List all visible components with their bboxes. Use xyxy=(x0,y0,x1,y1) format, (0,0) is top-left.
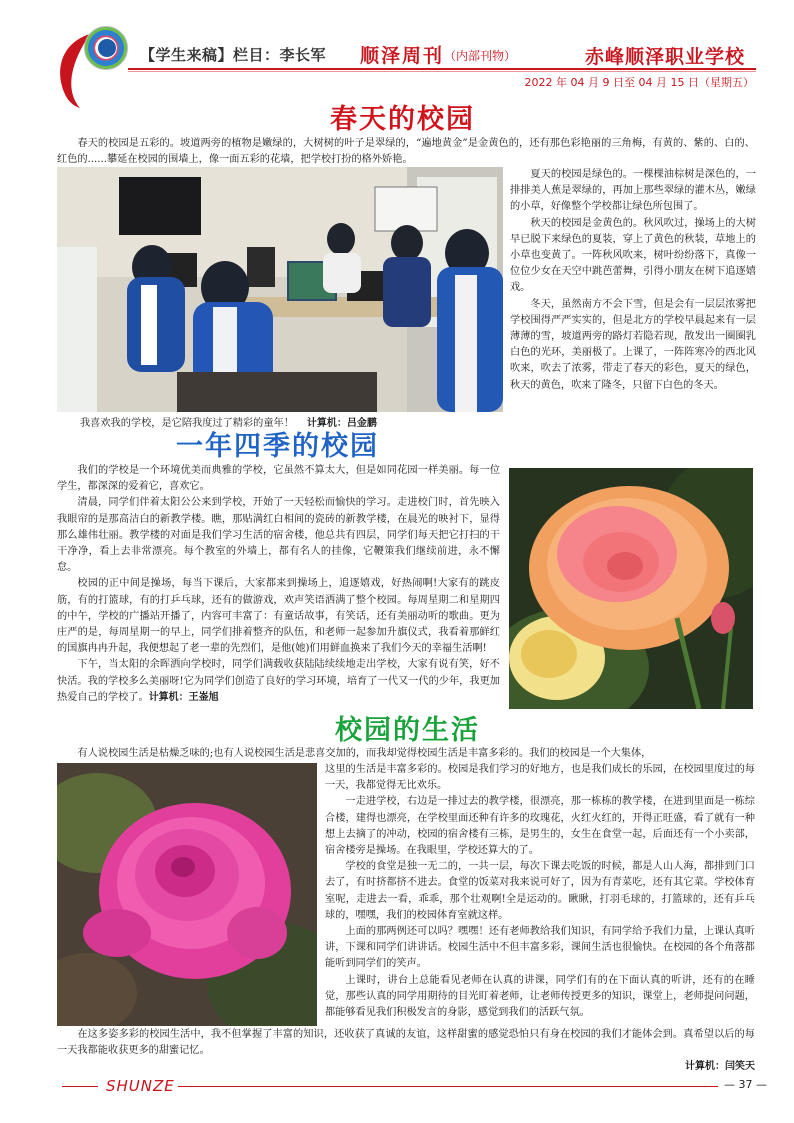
school-logo xyxy=(84,26,128,70)
header-rule-thin xyxy=(128,71,756,72)
computer-lab-photo xyxy=(57,167,503,412)
footer-brand: SHUNZE xyxy=(106,1077,175,1095)
section1-summer-paragraph: 夏天的校园是绿色的。一棵棵油棕树是深色的，一排排美人蕉是翠绿的，再加上那些翠绿的灌木丛，嫩绿的小草，好像整个学校都让绿色所包围了。 xyxy=(510,169,756,213)
section1-closing: 我喜欢我的学校，是它陪我度过了精彩的童年！ xyxy=(80,418,294,429)
section3-intro xyxy=(57,746,755,762)
section3-intro-paragraph: 有人说校园生活是枯燥乏味的;也有人说校园生活是悲喜交加的，而我却觉得校园生活是丰富多彩的。我们的校园是一个大集体， xyxy=(77,748,652,759)
orange-rose-photo xyxy=(509,468,753,709)
section1-winter-paragraph: 冬天，虽然南方不会下雪，但是会有一层层浓雾把学校围得严严实实的，但是北方的学校早晨起来有一层薄薄的雪，坡道两旁的路灯若隐若现，散发出一圈圈乳白色的光环，美丽极了。上课了，一阵阵寒冷的西北风吹来，吹去了浓雾，带走了春天的彩色，夏天的绿色，秋天的黄色，吹来了隆冬，只留下白色的冬天。 xyxy=(510,298,756,391)
section1-autumn-paragraph: 秋天的校园是金黄色的。秋风吹过，操场上的大树早已脱下来绿色的夏装，穿上了黄色的秋装，草地上的小草也变黄了。一阵秋风吹来，树叶纷纷落下，真像一位位少女在天空中跳芭蕾舞，引得小朋友在树下追逐嬉戏。 xyxy=(510,217,756,294)
section1-column-text xyxy=(510,167,756,394)
section2-paragraph-1: 我们的学校是一个环境优美而典雅的学校，它虽然不算太大，但是如同花园一样美丽。每一位学生，都深深的爱着它，喜欢它。 xyxy=(57,465,500,493)
footer-rule-left xyxy=(62,1086,98,1087)
section2-paragraph-2: 清晨，同学们伴着太阳公公来到学校，开始了一天轻松而愉快的学习。走进校门时，首先映入我眼帘的是那高洁白的新教学楼。瞧，那贴满红白相间的瓷砖的新教学楼，在晨光的映衬下，显得那么雄伟壮丽。教学楼的对面是我们学习生活的宿舍楼，他总共有四层，同学们每天把它打扫的干干净净，看上去非常漂亮。每个教室的外墙上，都有名人的挂像，它鞭策我们继续前进，永不懈怠。 xyxy=(57,497,500,574)
section1-title: 春天的校园 xyxy=(330,104,475,135)
page-number: — 37 — xyxy=(724,1078,767,1091)
section3-closing: 在这多姿多彩的校园生活中，我不但掌握了丰富的知识，还收获了真诚的友谊，这样甜蜜的感觉恐怕只有身在校园的我们才能体会到。真希望以后的每一天我都能收获更多的甜蜜记忆。 xyxy=(57,1029,755,1057)
section3-paragraph-3: 学校的食堂是独一无二的，一共一层，每次下课去吃饭的时候，都是人山人海，都排到门口去了，有时挤都挤不进去。食堂的饭菜对我来说可好了，因为有青菜吃，还有其它菜。学校体育室呢，走进去一看，乖乖，那个壮观啊!全是运动的。瞅瞅，打羽毛球的，打篮球的，还有乒乓球的，嘿嘿，我们的校园体育室就这样。 xyxy=(325,861,755,921)
section3-closing-block xyxy=(57,1027,755,1076)
section3-byline: 计算机：闫笑天 xyxy=(685,1061,755,1073)
section3-paragraph-1: 这里的生活是丰富多彩的。校园是我们学习的好地方，也是我们成长的乐园，在校园里度过的每一天，我都觉得无比欢乐。 xyxy=(325,764,755,792)
section2-title: 一年四季的校园 xyxy=(176,431,379,462)
header-date: 2022 年 04 月 9 日至 04 月 15 日（星期五） xyxy=(524,76,754,89)
section2-text xyxy=(57,463,500,706)
header-column-label: 【学生来稿】栏目：李长军 xyxy=(140,46,327,64)
header-rule xyxy=(128,68,756,70)
header-school-name: 赤峰顺泽职业学校 xyxy=(585,46,746,68)
section2-paragraph-4-text: 下午，当太阳的余晖洒向学校时，同学们满载收获陆陆续续地走出学校，大家有说有笑，好不快活。我的学校多么美丽呀!它为同学们创造了良好的学习环境，培育了一代又一代的少年，我更加热爱自己的学校了。 xyxy=(57,659,500,703)
section3-title: 校园的生活 xyxy=(335,715,480,746)
header-paper-name: 顺泽周刊 xyxy=(360,45,445,67)
header-internal-note: （内部刊物） xyxy=(444,49,517,63)
page-header xyxy=(0,0,794,100)
section3-paragraph-2: 一走进学校，右边是一排过去的教学楼，很漂亮，那一栋栋的教学楼，在进到里面是一栋综合楼，建得也漂亮，在学校里面还种有许多的玫瑰花，火红火红的，开得正旺盛，看了就有一种想上去摘了的冲动，校园的宿舍楼有三栋，是男生的，女生在食堂一起，后面还有一个小卖部，宿舍楼旁是操场。在我眼里，学校还算大的了。 xyxy=(325,796,755,857)
section3-column-text xyxy=(325,762,755,1021)
section3-paragraph-4: 上面的那两例还可以吗？嘿嘿！还有老师教给我们知识，有同学给予我们力量，上课认真听讲，下课和同学们讲讲话。校园生活中不但丰富多彩，课间生活也很愉快。在校园的各个角落都能听到同学们的笑声。 xyxy=(325,926,755,970)
section2-paragraph-3: 校园的正中间是操场，每当下课后，大家都来到操场上，追逐嬉戏，好热闹啊!大家有的跳皮筋，有的打篮球，有的打乒乓球，还有的做游戏，欢声笑语洒满了整个校园。每周星期二和星期四的中午，学校的广播站开播了，内容可丰富了：有童话故事，有笑话，还有美丽动听的歌曲。更为庄严的是，每周星期一的早上，同学们排着整齐的队伍，和老师一起参加升旗仪式，我看着那鲜红的国旗冉冉升起，我便想起了老一辈的先烈们，是他(她)们用鲜血换来了我们今天的幸福生活啊! xyxy=(57,578,500,655)
section2-paragraph-4 xyxy=(57,657,500,706)
pink-rose-photo xyxy=(57,763,317,1026)
section1-byline: 计算机：吕金鹏 xyxy=(306,418,377,429)
section1-intro xyxy=(57,136,755,168)
footer-rule-right xyxy=(178,1086,718,1087)
section2-byline: 计算机：王崟旭 xyxy=(148,691,219,703)
section3-paragraph-5: 上课时，讲台上总能看见老师在认真的讲课，同学们有的在下面认真的听讲，还有的在睡觉，那些认真的同学用期待的目光盯着老师，让老师传授更多的知识，课堂上，老师提问问题，都能够看见我们积极发言的身影，感觉到我们的活跃气氛。 xyxy=(325,974,755,1019)
section1-intro-paragraph: 春天的校园是五彩的。坡道两旁的植物是嫩绿的，大树树的叶子是翠绿的，“遍地黄金”是金黄色的，还有那色彩艳丽的三角梅，有黄的、紫的、白的、红色的......攀延在校园的围墙上，像一面五彩的花墙，把学校打扮的格外娇艳。 xyxy=(57,138,755,166)
